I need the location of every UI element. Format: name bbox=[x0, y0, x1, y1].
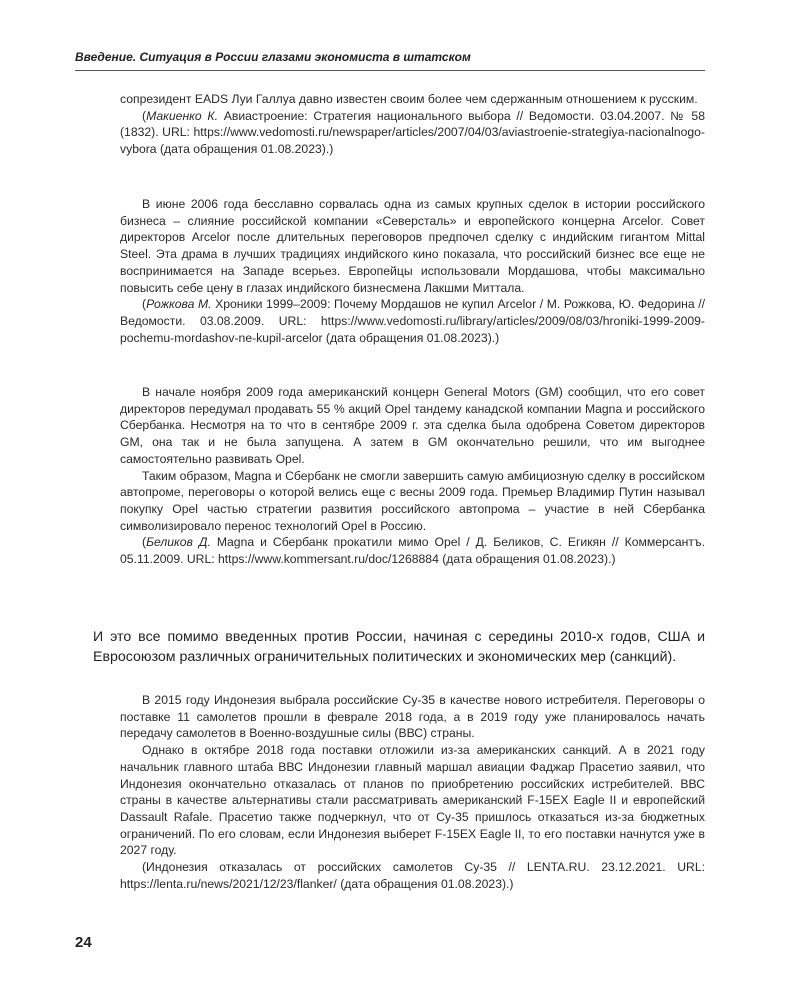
quote-source: (Индонезия отказалась от российских самолетов Су-35 // LENTA.RU. 23.12.2021. URL: https://lenta.ru/news/2021/12/23/flanker/ (дата обращения 01.08.2023).) bbox=[120, 860, 705, 891]
source-author: Рожкова М. bbox=[146, 297, 212, 312]
quote-paragraph: Таким образом, Magna и Сбербанк не смогли завершить самую амбициозную сделку в российском автопроме, переговоры о которой велись еще с весны 2009 года. Премьер Владимир Путин называл покупку Opel частью стратегии развития российского автопрома – участие в ней Сбербанка символизировало перенос технологий Opel в Россию. bbox=[120, 468, 705, 533]
quote-text: В июне 2006 года бесславно сорвалась одна из самых крупных сделок в истории российского бизнеса – слияние российской компании «Северсталь» и европейского концерна Arcelor. Совет директоров Arcelor после длительных переговоров предпочел сделку с индийским гигантом Mittal Steel. Эта драма в лучших традициях индийского кино показала, что российский бизнес все еще не воспринимается на Западе всерьез. Европейцы использовали Мордашова, чтобы максимально повысить себе цену в глазах индийского бизнесмена Лакшми Миттала. bbox=[120, 197, 705, 295]
quote-block-airbus bbox=[120, 91, 705, 158]
quote-source: (Рожкова М. Хроники 1999–2009: Почему Мордашов не купил Arcelor / М. Рожкова, Ю. Федорина // Ведомости. 03.08.2009. URL: https://www.vedomosti.ru/library/articles/2009/08/03/hroniki-1999-2009-pochemu-mordashov-ne-kupil-arcelor (дата обращения 01.08.2023).) bbox=[120, 297, 706, 345]
main-paragraph bbox=[93, 628, 705, 667]
source-text: Авиастроение: Стратегия национального выбора // Ведомости. 03.04.2007. № 58 (1832). URL: https://www.vedomosti.ru/newspaper/articles/2007/04/03/aviastroenie-strategiya-nacionalnogo-vybora (дата обращения 01.08.2023).) bbox=[120, 108, 705, 157]
quote-paragraph: Однако в октябре 2018 года поставки отложили из-за американских санкций. А в 2021 году начальник главного штаба ВВС Индонезии главный маршал авиации Фаджар Прасетио заявил, что Индонезия окончательно отказалась от планов по приобретению российских истребителей. ВВС страны в качестве альтернативы стали рассматривать американский F-15EX Eagle II и европейский Dassault Rafale. Прасетио также подчеркнул, что от Су-35 пришлось отказаться из-за бюджетных ограничений. По его словам, если Индонезия выберет F-15EX Eagle II, то его поставки начнутся уже в 2027 году. bbox=[120, 743, 705, 858]
source-author: Беликов Д. bbox=[146, 535, 211, 550]
quote-source: (Беликов Д. Magna и Сбербанк прокатили мимо Opel / Д. Беликов, С. Егикян // Коммерсантъ. 05.11.2009. URL: https://www.kommersant.ru/doc/1268884 (дата обращения 01.08.2023).) bbox=[120, 535, 705, 567]
header-rule bbox=[75, 70, 705, 71]
source-text: Хроники 1999–2009: Почему Мордашов не купил Arcelor / М. Рожкова, Ю. Федорина // Ведомости. 03.08.2009. URL: https://www.vedomosti.ru/library/articles/2009/08/03/hroniki-1999-2009-pochemu-mordashov-ne-kupil-arcelor (дата обращения 01.08.2023).) bbox=[120, 297, 706, 345]
source-author: Макиенко К. bbox=[146, 108, 218, 123]
running-head: Введение. Ситуация в России глазами экономиста в штатском bbox=[75, 50, 471, 64]
quote-paragraph: В начале ноября 2009 года американский концерн General Motors (GM) сообщил, что его совет директоров передумал продавать 55 % акций Opel тандему канадской компании Magna и российского Сбербанка. Несмотря на то что в сентябре 2009 г. эта сделка была одобрена Советом директоров GM, она так и не была запущена. А затем в GM окончательно решили, что им выгоднее самостоятельно развивать Opel. bbox=[120, 385, 705, 466]
quote-block-opel bbox=[120, 384, 705, 568]
quote-block-indonesia bbox=[120, 692, 705, 892]
quote-paragraph: В 2015 году Индонезия выбрала российские Су-35 в качестве нового истребителя. Переговоры о поставке 11 самолетов прошли в феврале 2018 года, а в 2019 году уже планировалось начать передачу самолетов в Военно-воздушные силы (ВВС) страны. bbox=[120, 693, 705, 741]
quote-text: сопрезидент EADS Луи Галлуа давно известен своим более чем сдержанным отношением к русским. bbox=[120, 92, 698, 106]
quote-source: (Макиенко К. Авиастроение: Стратегия национального выбора // Ведомости. 03.04.2007. № 58 (1832). URL: https://www.vedomosti.ru/newspaper/articles/2007/04/03/aviastroenie-strategiya-nacionalnogo-vybora (дата обращения 01.08.2023).) bbox=[120, 108, 705, 157]
page-number: 24 bbox=[75, 934, 92, 951]
source-text: Magna и Сбербанк прокатили мимо Opel / Д. Беликов, С. Егикян // Коммерсантъ. 05.11.2009. URL: https://www.kommersant.ru/doc/1268884 (дата обращения 01.08.2023).) bbox=[120, 535, 705, 567]
main-text: И это все помимо введенных против России, начиная с середины 2010-х годов, США и Евросоюзом различных ограничительных политических и экономических мер (санкций). bbox=[93, 629, 705, 665]
quote-block-severstal bbox=[120, 196, 705, 346]
